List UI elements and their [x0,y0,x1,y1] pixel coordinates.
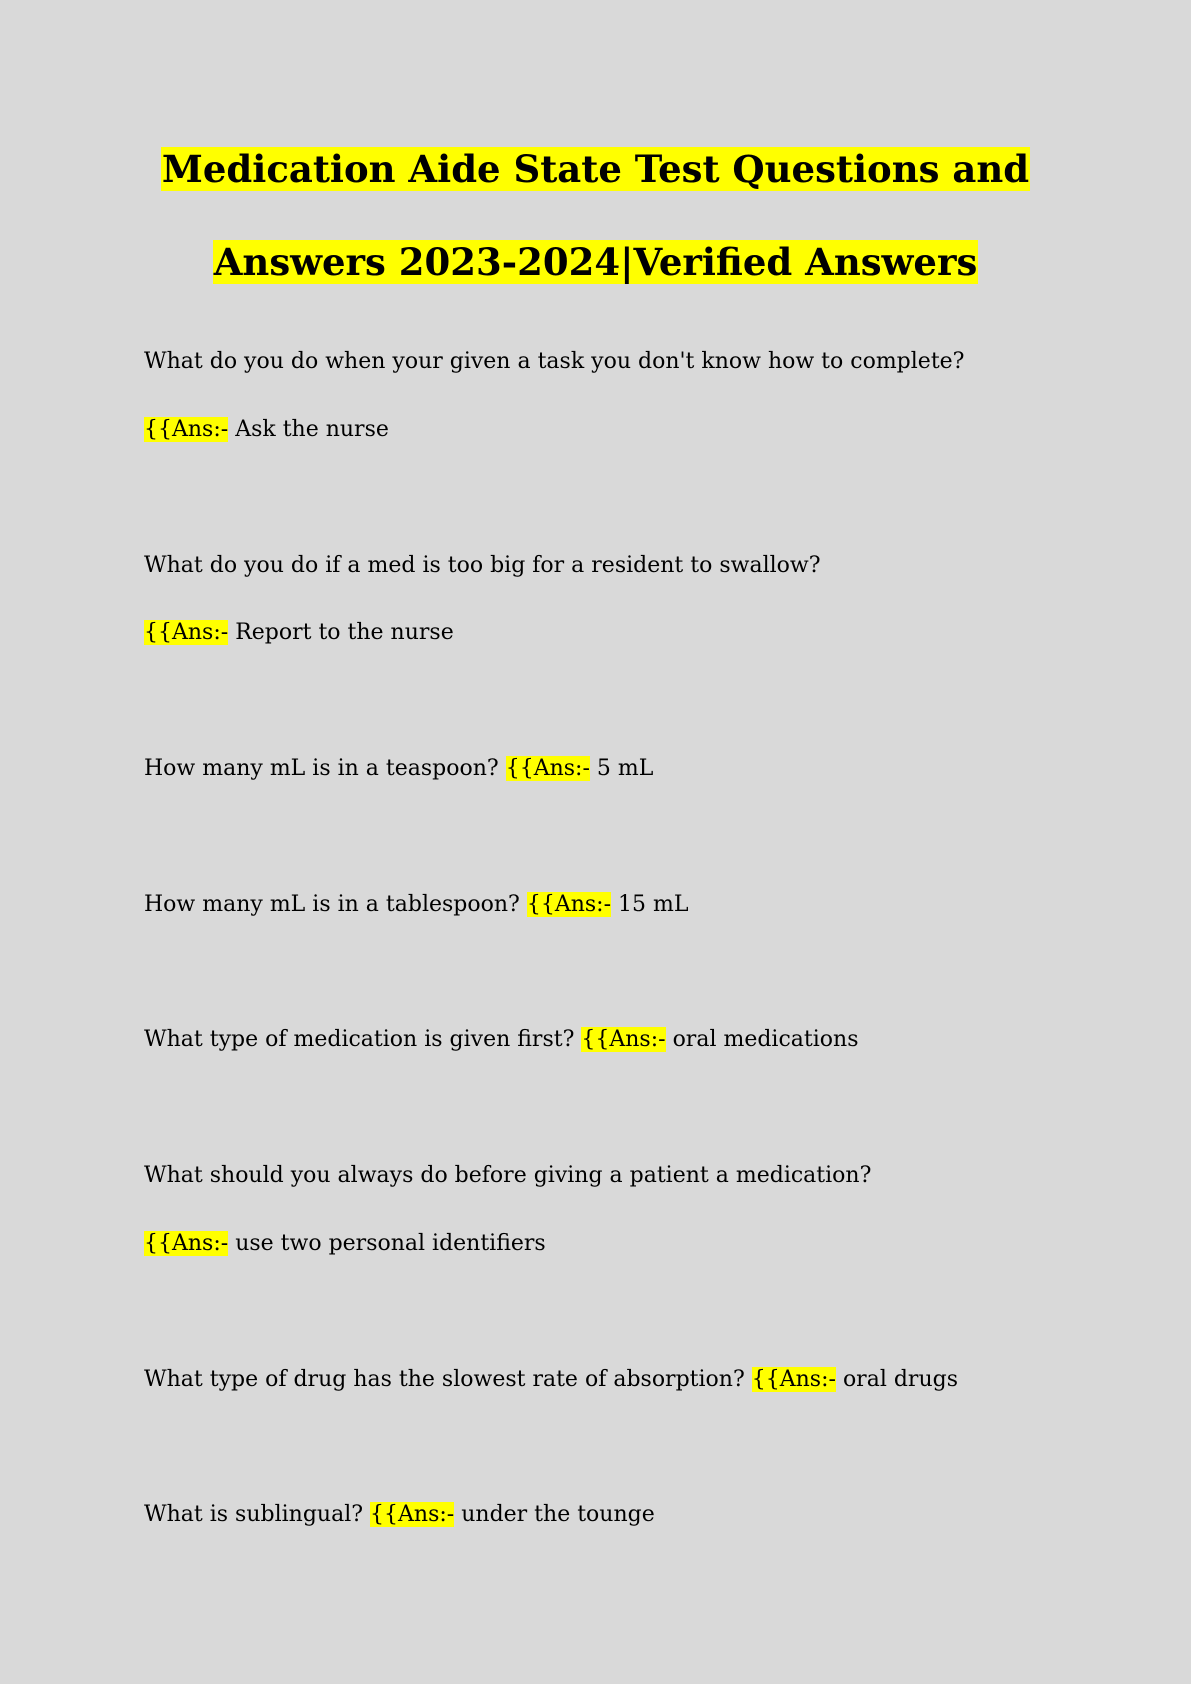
answer-prefix: {{Ans:- [581,1027,666,1052]
answer-2 [144,618,454,648]
question-text: What is sublingual? [144,1502,364,1527]
answer-text: oral drugs [842,1367,958,1392]
question-1 [144,347,964,377]
question-3 [144,754,653,784]
answer-prefix: {{Ans:- [751,1367,836,1392]
title-highlight-1: Medication Aide State Test Questions and [161,147,1030,191]
question-8 [144,1500,655,1530]
question-7 [144,1365,958,1395]
answer-prefix: {{Ans:- [144,1231,229,1256]
answer-prefix: {{Ans:- [370,1502,455,1527]
question-4 [144,890,689,920]
answer-1 [144,415,389,445]
question-6 [144,1161,871,1191]
question-5 [144,1025,859,1055]
answer-text: Ask the nurse [235,417,389,442]
question-text: What do you do when your given a task you don't know how to complete? [144,349,965,374]
answer-text: oral medications [672,1027,859,1052]
question-text: How many mL is in a teaspoon? [144,756,499,781]
answer-text: 5 mL [596,756,654,781]
document-title-line-2 [0,238,1191,286]
document-title-line-1 [0,145,1191,193]
question-2 [144,551,821,581]
title-highlight-2: Answers 2023-2024|Verified Answers [213,240,978,284]
answer-prefix: {{Ans:- [144,417,229,442]
answer-text: under the tounge [461,1502,655,1527]
question-text: What type of drug has the slowest rate of absorption? [144,1367,745,1392]
answer-text: 15 mL [618,892,689,917]
question-text: What should you always do before giving a patient a medication? [144,1163,872,1188]
question-text: How many mL is in a tablespoon? [144,892,520,917]
question-text: What do you do if a med is too big for a resident to swallow? [144,553,821,578]
answer-text: Report to the nurse [235,620,454,645]
answer-prefix: {{Ans:- [505,756,590,781]
question-text: What type of medication is given first? [144,1027,575,1052]
answer-text: use two personal identifiers [235,1231,546,1256]
answer-prefix: {{Ans:- [144,620,229,645]
answer-6 [144,1229,546,1259]
answer-prefix: {{Ans:- [526,892,612,917]
